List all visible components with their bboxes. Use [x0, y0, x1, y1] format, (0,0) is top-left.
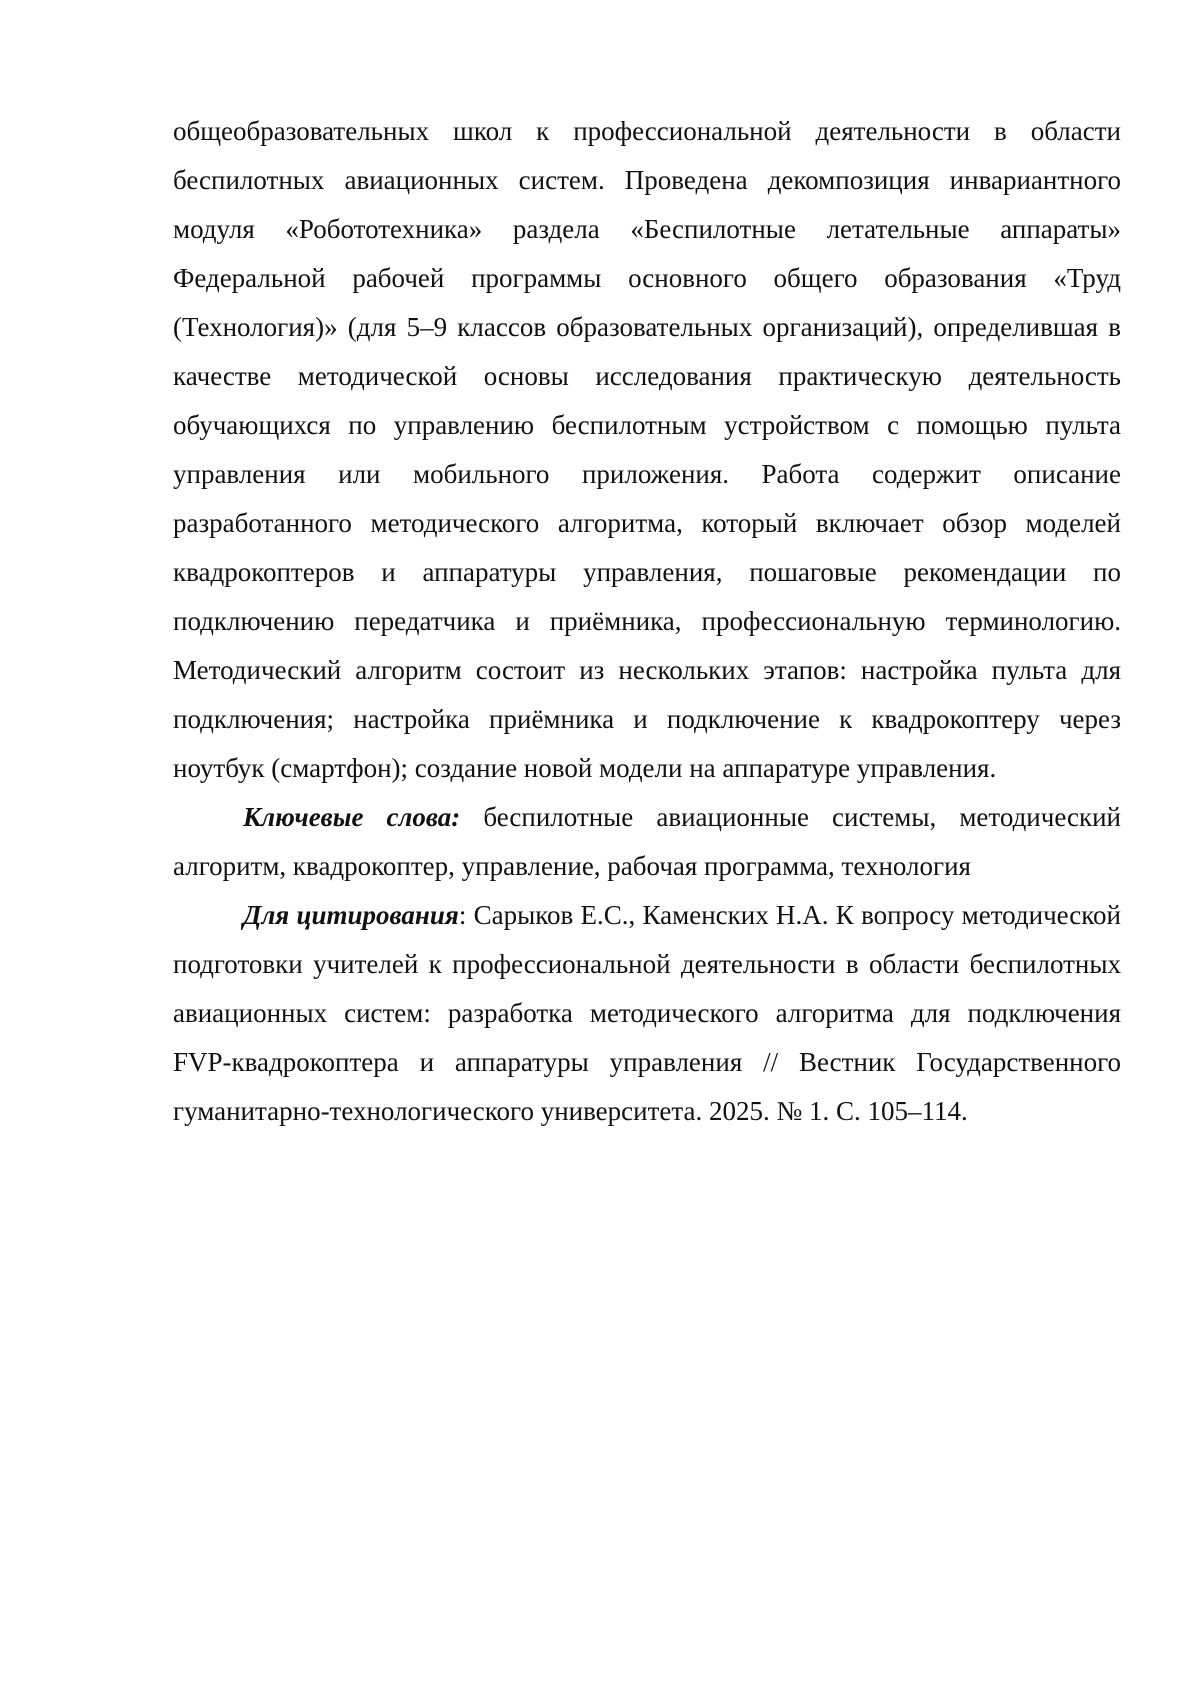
citation-paragraph	[173, 891, 1121, 1136]
abstract-paragraph: общеобразовательных школ к профессиональной деятельности в области беспилотных авиационных систем. Проведена декомпозиция инвариантного модуля «Робототехника» раздела «Беспилотные летательные аппараты» Федеральной рабочей программы основного общего образования «Труд (Технология)» (для 5–9 классов образовательных организаций), определившая в качестве методической основы исследования практическую деятельность обучающихся по управлению беспилотным устройством с помощью пульта управления или мобильного приложения. Работа содержит описание разработанного методического алгоритма, который включает обзор моделей квадрокоптеров и аппаратуры управления, пошаговые рекомендации по подключению передатчика и приёмника, профессиональную терминологию. Методический алгоритм состоит из нескольких этапов: настройка пульта для подключения; настройка приёмника и подключение к квадрокоптеру через ноутбук (смартфон); создание новой модели на аппаратуре управления.	[173, 116, 1121, 783]
document-page	[173, 107, 1121, 1136]
citation-label: Для цитирования	[243, 900, 459, 930]
citation-text: : Сарыков Е.С., Каменских Н.А. К вопросу методической подготовки учителей к профессиональной деятельности в области беспилотных авиационных систем: разработка методического алгоритма для подключения FVP-квадрокоптера и аппаратуры управления // Вестник Государственного гуманитарно-технологического университета. 2025. № 1. С. 105–114.	[173, 900, 1121, 1126]
keywords-text: беспилотные авиационные системы, методический алгоритм, квадрокоптер, управление, рабочая программа, технология	[173, 802, 1121, 881]
keywords-paragraph	[173, 793, 1121, 891]
keywords-label: Ключевые слова:	[243, 802, 461, 832]
